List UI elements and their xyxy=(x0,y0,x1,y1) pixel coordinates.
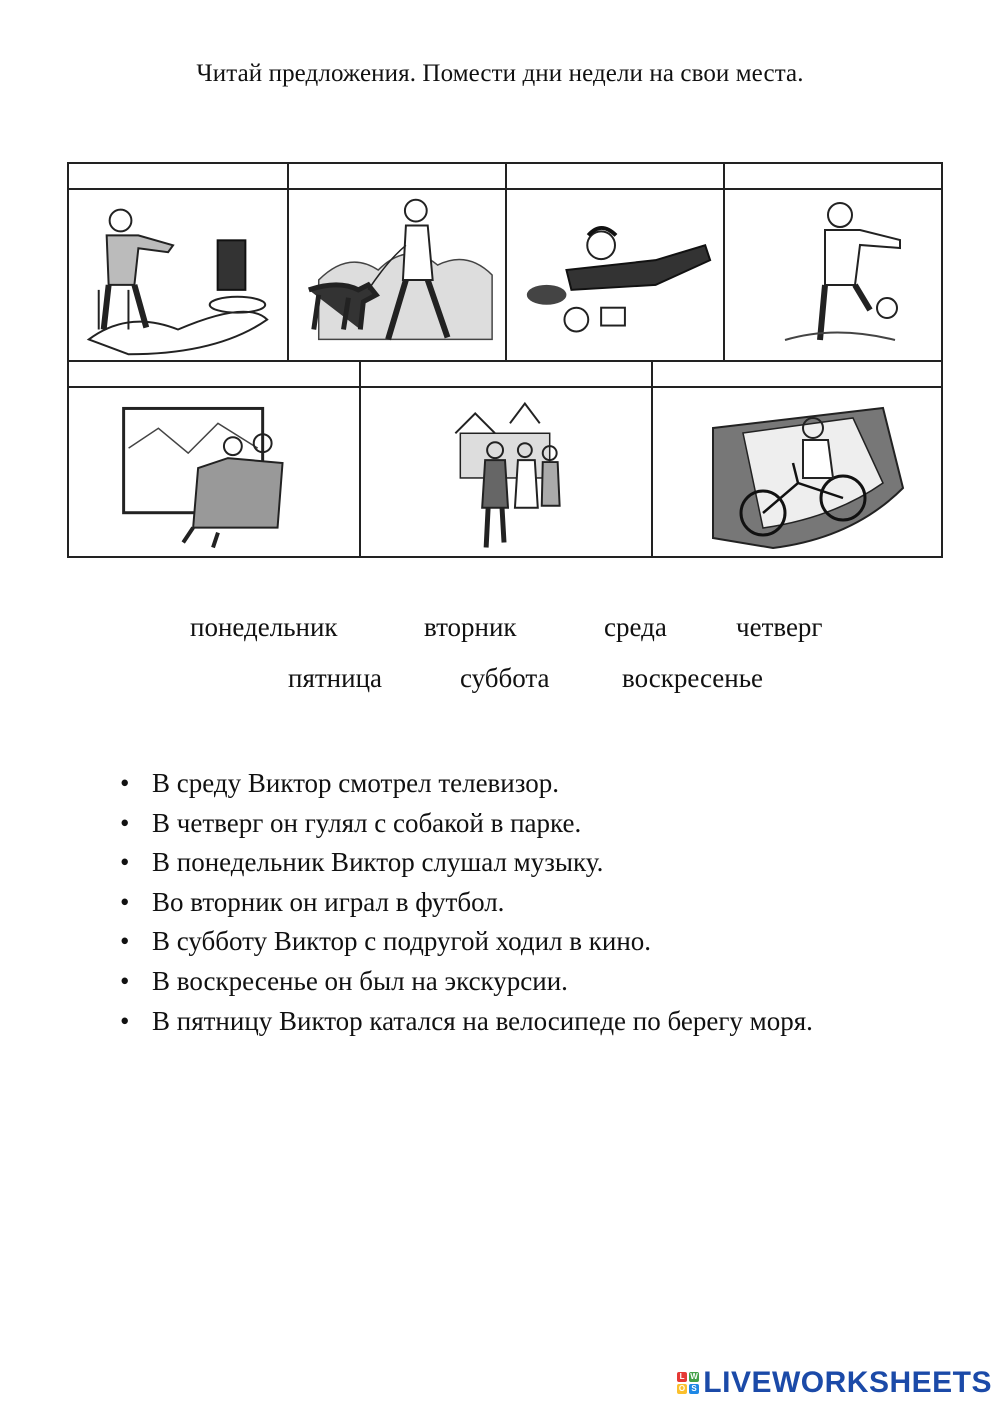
word-sunday[interactable]: воскресенье xyxy=(622,663,764,693)
word-saturday[interactable]: суббота xyxy=(460,663,550,693)
picture-grid-top xyxy=(67,162,943,362)
answer-slot-1[interactable] xyxy=(69,164,287,190)
picture-grid-bottom xyxy=(67,360,943,558)
picture-cell-3 xyxy=(507,164,725,360)
person-watching-tv-icon xyxy=(69,190,287,360)
list-item: • В среду Виктор смотрел телевизор. xyxy=(120,768,560,798)
liveworksheets-logo[interactable] xyxy=(677,1363,992,1403)
mark-square-4: S xyxy=(689,1384,699,1394)
picture-cell-2 xyxy=(289,164,507,360)
list-item: • В воскресенье он был на экскурсии. xyxy=(120,965,568,996)
picture-cell-7 xyxy=(653,362,941,556)
answer-slot-3[interactable] xyxy=(507,164,723,190)
word-friday[interactable]: пятница xyxy=(288,663,382,693)
couple-at-cinema-icon xyxy=(69,388,359,556)
answer-slot-6[interactable] xyxy=(361,362,651,388)
instruction-heading: Читай предложения. Помести дни недели на свои места. xyxy=(196,60,804,87)
sentence-list xyxy=(118,764,813,1041)
brand-text: LIVEWORKSHEETS xyxy=(703,1366,992,1399)
word-monday[interactable]: понедельник xyxy=(190,612,338,642)
picture-cell-1 xyxy=(69,164,289,360)
answer-slot-5[interactable] xyxy=(69,362,359,388)
word-thursday[interactable]: четверг xyxy=(736,612,823,642)
list-item: • Во вторник он играл в футбол. xyxy=(120,886,505,917)
excursion-group-icon xyxy=(361,388,651,556)
person-walking-dog-icon xyxy=(289,190,505,360)
list-item: • В пятницу Виктор катался на велосипеде по берегу моря. xyxy=(120,1005,813,1036)
picture-cell-6 xyxy=(361,362,653,556)
answer-slot-4[interactable] xyxy=(725,164,941,190)
person-playing-football-icon xyxy=(725,190,941,360)
mark-square-2: W xyxy=(690,1372,699,1381)
picture-cell-4 xyxy=(725,164,941,360)
person-cycling-seaside-icon xyxy=(653,388,941,556)
answer-slot-7[interactable] xyxy=(653,362,941,388)
mark-square-3: O xyxy=(678,1384,686,1393)
word-tuesday[interactable]: вторник xyxy=(424,612,517,642)
answer-slot-2[interactable] xyxy=(289,164,505,190)
list-item: • В субботу Виктор с подругой ходил в кино. xyxy=(120,926,652,957)
list-item: • В четверг он гулял с собакой в парке. xyxy=(120,807,582,838)
word-wednesday[interactable]: среда xyxy=(604,612,667,642)
mark-square-1: L xyxy=(677,1372,687,1382)
person-listening-music-icon xyxy=(507,190,723,360)
liveworksheets-mark-icon xyxy=(677,1372,699,1394)
list-item: • В понедельник Виктор слушал музыку. xyxy=(120,847,604,878)
picture-cell-5 xyxy=(69,362,361,556)
